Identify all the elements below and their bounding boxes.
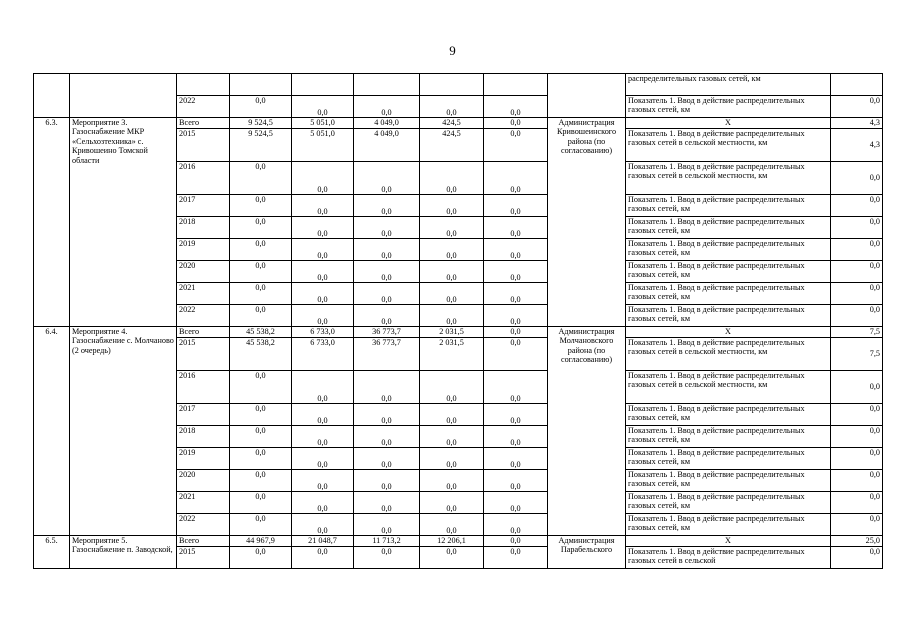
cell-amount: 0,0 [230,514,292,536]
cell-indicator-value: 0,0 [831,470,883,492]
cell-year: 2016 [177,371,230,404]
cell-amount: 0,0 [230,195,292,217]
cell-name: Мероприятие 3. Газоснабжение МКР «Сельхозтехника» с. Кривошеино Томской области [70,118,177,327]
cell-number: 6.3. [34,118,70,327]
cell-indicator: Показатель 1. Ввод в действие распределительных газовых сетей в сельской местности, км [626,338,831,371]
cell-executor: Администрация Молчановского района (по согласованию) [548,327,626,536]
cell-amount: 6 733,0 [292,327,354,338]
cell-amount: 0,0 [354,162,420,195]
table-row [34,118,883,129]
cell-amount: 0,0 [420,217,484,239]
cell-indicator: Х [626,118,831,129]
cell-amount: 44 967,9 [230,536,292,547]
cell-indicator-value: 0,0 [831,426,883,448]
cell-amount: 0,0 [354,492,420,514]
cell-amount: 0,0 [484,327,548,338]
cell-amount: 0,0 [484,129,548,162]
cell-amount: 0,0 [292,162,354,195]
cell-year: Всего [177,327,230,338]
cell-amount: 0,0 [292,195,354,217]
cell-year: 2019 [177,239,230,261]
cell-amount: 36 773,7 [354,327,420,338]
cell-indicator: Показатель 1. Ввод в действие распределительных газовых сетей в сельской местности, км [626,162,831,195]
cell-amount: 0,0 [292,404,354,426]
cell-indicator: Показатель 1. Ввод в действие распределительных газовых сетей в сельской местности, км [626,371,831,404]
cell-amount: 0,0 [484,217,548,239]
cell-amount: 9 524,5 [230,118,292,129]
cell-year: 2018 [177,426,230,448]
cell-amount: 0,0 [484,371,548,404]
cell-year: 2019 [177,448,230,470]
cell-indicator: Х [626,327,831,338]
cell-amount: 4 049,0 [354,118,420,129]
cell-amount: 0,0 [292,283,354,305]
cell-year [177,74,230,96]
cell-amount: 0,0 [230,239,292,261]
cell-amount: 0,0 [292,261,354,283]
cell-indicator: Показатель 1. Ввод в действие распределительных газовых сетей, км [626,283,831,305]
cell-amount: 0,0 [420,283,484,305]
cell-amount: 0,0 [230,217,292,239]
cell-indicator: Показатель 1. Ввод в действие распределительных газовых сетей, км [626,514,831,536]
cell-year: 2015 [177,338,230,371]
cell-indicator: Показатель 1. Ввод в действие распределительных газовых сетей, км [626,305,831,327]
cell-year: 2015 [177,547,230,569]
cell-amount: 0,0 [230,305,292,327]
cell-year: 2022 [177,514,230,536]
cell-amount: 0,0 [484,96,548,118]
cell-year: 2015 [177,129,230,162]
cell-amount: 0,0 [484,547,548,569]
cell-indicator-value: 0,0 [831,283,883,305]
cell-amount: 0,0 [354,96,420,118]
cell-amount: 0,0 [420,261,484,283]
cell-indicator-value: 0,0 [831,514,883,536]
cell-amount: 0,0 [230,96,292,118]
cell-amount: 0,0 [420,96,484,118]
cell-year: 2020 [177,261,230,283]
cell-indicator: Показатель 1. Ввод в действие распределительных газовых сетей, км [626,426,831,448]
cell-year: 2017 [177,195,230,217]
cell-indicator-value: 0,0 [831,404,883,426]
cell-year: 2022 [177,96,230,118]
cell-indicator: Показатель 1. Ввод в действие распределительных газовых сетей, км [626,261,831,283]
table-row [34,74,883,96]
cell-amount: 0,0 [230,448,292,470]
cell-amount: 45 538,2 [230,338,292,371]
cell-amount: 0,0 [484,448,548,470]
cell-amount: 0,0 [292,448,354,470]
cell-amount: 0,0 [420,470,484,492]
cell-indicator: Показатель 1. Ввод в действие распределительных газовых сетей, км [626,448,831,470]
cell-indicator-value: 0,0 [831,547,883,569]
cell-amount: 0,0 [420,547,484,569]
cell-amount: 0,0 [292,239,354,261]
cell-indicator-value: 0,0 [831,371,883,404]
cell-amount: 424,5 [420,129,484,162]
cell-amount: 0,0 [354,426,420,448]
cell-indicator-value: 4,3 [831,118,883,129]
cell-year: 2021 [177,492,230,514]
cell-indicator-value: 7,5 [831,338,883,371]
cell-amount [354,74,420,96]
cell-amount: 0,0 [230,371,292,404]
cell-indicator: Показатель 1. Ввод в действие распределительных газовых сетей, км [626,195,831,217]
cell-indicator-value: 0,0 [831,96,883,118]
cell-amount: 0,0 [292,96,354,118]
cell-name: Мероприятие 4. Газоснабжение с. Молчаново (2 очередь) [70,327,177,536]
cell-amount: 0,0 [420,448,484,470]
cell-amount [420,74,484,96]
cell-indicator: Показатель 1. Ввод в действие распределительных газовых сетей в сельской [626,547,831,569]
cell-amount: 0,0 [484,283,548,305]
cell-amount: 5 051,0 [292,129,354,162]
cell-name [70,74,177,118]
cell-year: 2016 [177,162,230,195]
cell-year: 2020 [177,470,230,492]
cell-amount: 0,0 [292,371,354,404]
cell-amount: 0,0 [230,470,292,492]
cell-amount: 0,0 [420,195,484,217]
cell-amount: 0,0 [354,195,420,217]
cell-year: Всего [177,536,230,547]
cell-amount: 0,0 [484,426,548,448]
cell-amount: 424,5 [420,118,484,129]
cell-amount: 0,0 [484,118,548,129]
cell-indicator-value: 7,5 [831,327,883,338]
cell-executor: Администрация Парабельского [548,536,626,569]
cell-executor: Администрация Кривошеинского района (по согласованию) [548,118,626,327]
cell-amount: 45 538,2 [230,327,292,338]
cell-amount: 0,0 [484,514,548,536]
cell-amount: 0,0 [354,470,420,492]
cell-name: Мероприятие 5. Газоснабжение п. Заводской, [70,536,177,569]
cell-amount: 0,0 [354,547,420,569]
cell-indicator: Показатель 1. Ввод в действие распределительных газовых сетей, км [626,96,831,118]
cell-amount: 0,0 [420,426,484,448]
cell-amount: 0,0 [230,404,292,426]
cell-amount: 0,0 [354,371,420,404]
cell-amount: 36 773,7 [354,338,420,371]
cell-amount: 0,0 [354,305,420,327]
cell-amount: 9 524,5 [230,129,292,162]
cell-amount: 0,0 [484,536,548,547]
cell-number [34,74,70,118]
cell-amount: 0,0 [420,371,484,404]
cell-indicator: Показатель 1. Ввод в действие распределительных газовых сетей в сельской местности, км [626,129,831,162]
cell-indicator-value: 25,0 [831,536,883,547]
cell-amount: 0,0 [230,261,292,283]
cell-amount: 0,0 [230,162,292,195]
cell-indicator-value: 0,0 [831,305,883,327]
table-row [34,536,883,547]
cell-amount: 0,0 [354,283,420,305]
cell-amount: 0,0 [354,404,420,426]
cell-indicator: Показатель 1. Ввод в действие распределительных газовых сетей, км [626,404,831,426]
cell-year: 2021 [177,283,230,305]
cell-amount: 6 733,0 [292,338,354,371]
cell-number: 6.5. [34,536,70,569]
cell-year: 2022 [177,305,230,327]
cell-amount: 0,0 [420,404,484,426]
cell-indicator-value: 0,0 [831,195,883,217]
cell-indicator-value: 0,0 [831,492,883,514]
cell-indicator-value [831,74,883,96]
cell-amount: 0,0 [484,195,548,217]
cell-amount [292,74,354,96]
cell-indicator: Х [626,536,831,547]
cell-year: 2018 [177,217,230,239]
cell-amount: 0,0 [420,492,484,514]
cell-amount: 0,0 [354,514,420,536]
cell-amount: 0,0 [420,305,484,327]
cell-indicator-value: 0,0 [831,239,883,261]
cell-amount: 0,0 [354,261,420,283]
cell-indicator-value: 4,3 [831,129,883,162]
cell-indicator-value: 0,0 [831,162,883,195]
cell-amount: 0,0 [230,283,292,305]
cell-number: 6.4. [34,327,70,536]
cell-amount: 0,0 [484,162,548,195]
cell-year: 2017 [177,404,230,426]
cell-executor [548,74,626,118]
cell-amount: 0,0 [420,162,484,195]
cell-amount: 0,0 [484,239,548,261]
cell-amount: 0,0 [420,514,484,536]
cell-amount: 0,0 [354,239,420,261]
cell-indicator: Показатель 1. Ввод в действие распределительных газовых сетей, км [626,217,831,239]
cell-indicator-value: 0,0 [831,261,883,283]
cell-indicator-value: 0,0 [831,217,883,239]
cell-amount: 0,0 [354,448,420,470]
cell-indicator: Показатель 1. Ввод в действие распределительных газовых сетей, км [626,239,831,261]
cell-amount: 0,0 [484,338,548,371]
cell-amount: 0,0 [230,547,292,569]
cell-amount: 0,0 [292,217,354,239]
cell-amount: 0,0 [484,492,548,514]
cell-amount: 0,0 [354,217,420,239]
cell-amount: 0,0 [292,514,354,536]
cell-indicator-value: 0,0 [831,448,883,470]
cell-amount [484,74,548,96]
cell-amount: 0,0 [484,470,548,492]
page-number: 9 [449,43,456,58]
cell-amount: 4 049,0 [354,129,420,162]
cell-amount: 2 031,5 [420,338,484,371]
cell-amount: 0,0 [230,492,292,514]
cell-amount: 0,0 [292,426,354,448]
cell-indicator: Показатель 1. Ввод в действие распределительных газовых сетей, км [626,492,831,514]
cell-amount: 0,0 [484,404,548,426]
table-row [34,327,883,338]
cell-indicator: Показатель 1. Ввод в действие распределительных газовых сетей, км [626,470,831,492]
cell-amount [230,74,292,96]
table-body [34,74,883,569]
cell-amount: 5 051,0 [292,118,354,129]
cell-amount: 0,0 [484,305,548,327]
cell-amount: 0,0 [484,261,548,283]
cell-amount: 0,0 [292,470,354,492]
cell-year: Всего [177,118,230,129]
cell-amount: 12 206,1 [420,536,484,547]
cell-amount: 21 048,7 [292,536,354,547]
cell-amount: 2 031,5 [420,327,484,338]
cell-amount: 0,0 [230,426,292,448]
cell-indicator: распределительных газовых сетей, км [626,74,831,96]
cell-amount: 0,0 [292,492,354,514]
cell-amount: 0,0 [292,305,354,327]
cell-amount: 0,0 [292,547,354,569]
cell-amount: 0,0 [420,239,484,261]
cell-amount: 11 713,2 [354,536,420,547]
program-table [33,73,883,569]
